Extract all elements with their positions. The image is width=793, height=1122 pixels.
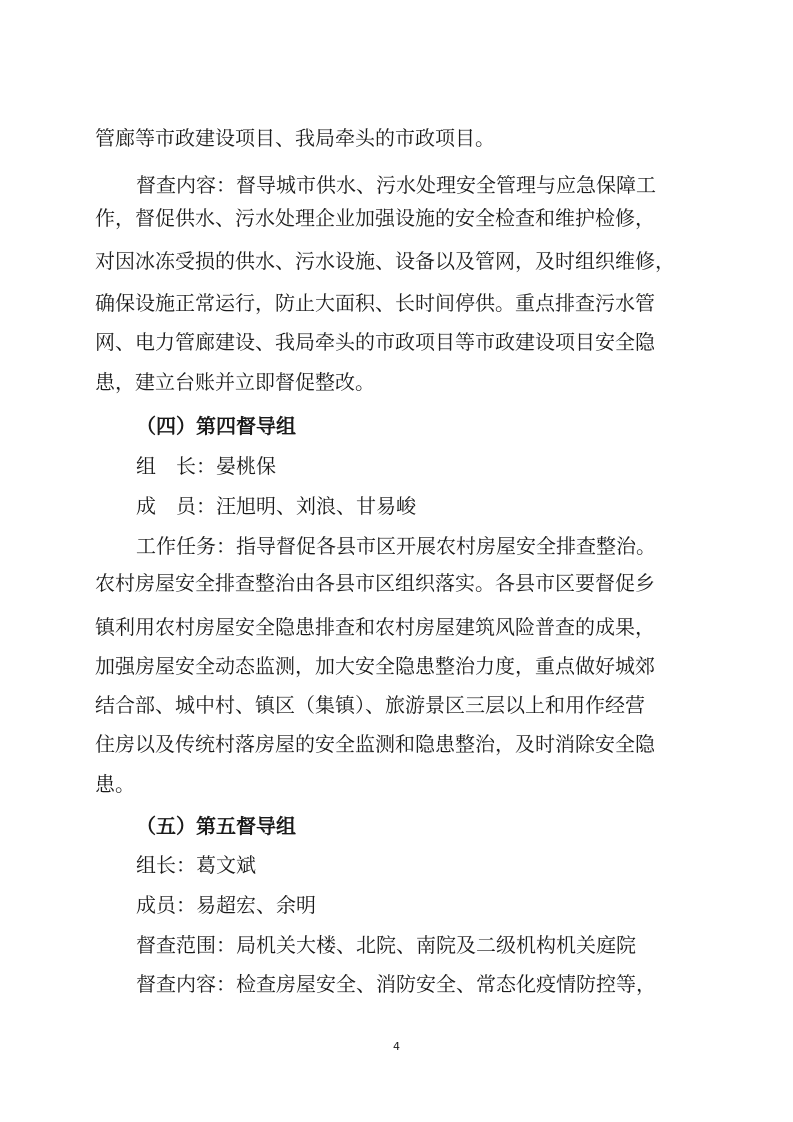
text-line: 农村房屋安全排查整治由各县市区组织落实。各县市区要督促乡 bbox=[95, 571, 655, 595]
inspection-content-line: 督查内容：检查房屋安全、消防安全、常态化疫情防控等， bbox=[136, 972, 656, 996]
paragraph-first-line: 督查内容：督导城市供水、污水处理安全管理与应急保障工 bbox=[136, 173, 656, 197]
text-line: 住房以及传统村落房屋的安全监测和隐患整治，及时消除安全隐 bbox=[95, 732, 655, 756]
text-line: 加强房屋安全动态监测，加大安全隐患整治力度，重点做好城郊 bbox=[95, 654, 655, 678]
group-members-line: 成员：易超宏、余明 bbox=[136, 893, 316, 917]
text-line: 结合部、城中村、镇区（集镇）、旅游景区三层以上和用作经营 bbox=[95, 693, 645, 717]
group-leader-line: 组长：葛文斌 bbox=[136, 853, 256, 877]
page-number: 4 bbox=[393, 1040, 400, 1053]
text-line: 对因冰冻受损的供水、污水设施、设备以及管网，及时组织维修， bbox=[95, 249, 675, 273]
text-line: 镇利用农村房屋安全隐患排查和农村房屋建筑风险普查的成果， bbox=[95, 615, 655, 639]
text-line: 网、电力管廊建设、我局牵头的市政项目等市政建设项目安全隐 bbox=[95, 330, 655, 354]
text-line: 管廊等市政建设项目、我局牵头的市政项目。 bbox=[95, 126, 495, 150]
text-line: 确保设施正常运行，防止大面积、长时间停供。重点排查污水管 bbox=[95, 291, 655, 315]
inspection-scope-line: 督查范围：局机关大楼、北院、南院及二级机构机关庭院 bbox=[136, 933, 636, 957]
group-leader-line: 组 长：晏桃保 bbox=[136, 454, 276, 478]
text-line: 患，建立台账并立即督促整改。 bbox=[95, 370, 375, 394]
section-heading: （五）第五督导组 bbox=[136, 814, 296, 838]
text-line: 患。 bbox=[95, 772, 135, 796]
section-heading: （四）第四督导组 bbox=[136, 414, 296, 438]
group-members-line: 成 员：汪旭明、刘浪、甘易峻 bbox=[136, 494, 416, 518]
text-line: 作，督促供水、污水处理企业加强设施的安全检查和维护检修， bbox=[95, 206, 655, 230]
paragraph-first-line: 工作任务：指导督促各县市区开展农村房屋安全排查整治。 bbox=[136, 534, 656, 558]
